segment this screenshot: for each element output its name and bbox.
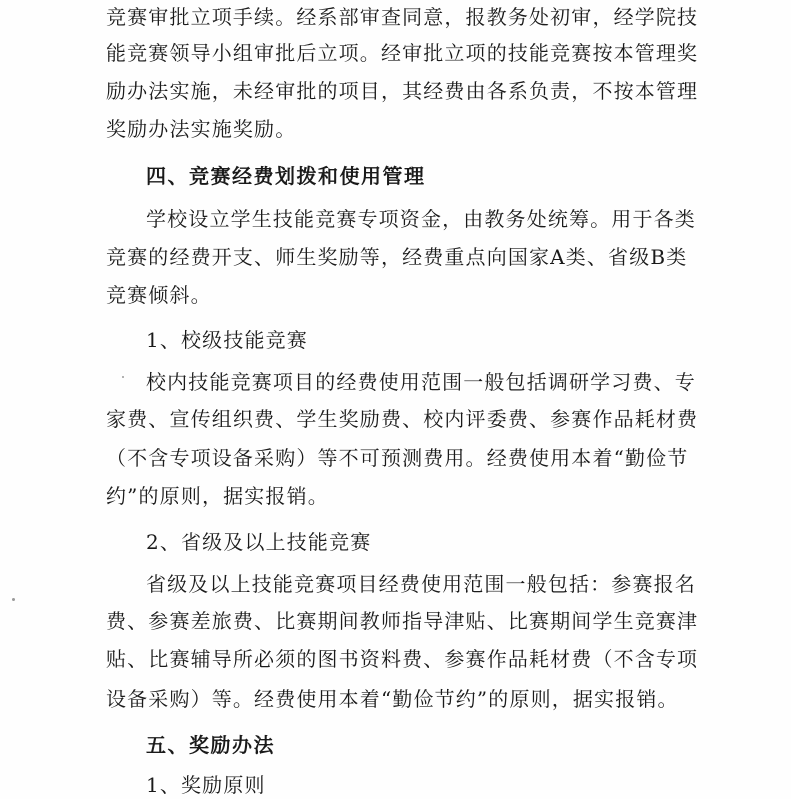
body-text-line: 校内技能竞赛项目的经费使用范围一般包括调研学习费、专 bbox=[146, 370, 696, 394]
body-text-line: 省级及以上技能竞赛项目经费使用范围一般包括：参赛报名 bbox=[146, 572, 696, 596]
body-text-line: 竞赛的经费开支、师生奖励等，经费重点向国家A类、省级B类 bbox=[106, 245, 688, 269]
body-text-line: 贴、比赛辅导所必须的图书资料费、参赛作品耗材费（不含专项 bbox=[106, 647, 699, 671]
section-heading: 五、奖励办法 bbox=[146, 733, 275, 757]
body-text-line: 奖励办法实施奖励。 bbox=[106, 117, 297, 141]
body-text-line: 费、参赛差旅费、比赛期间教师指导津贴、比赛期间学生竞赛津 bbox=[106, 609, 699, 633]
section-heading: 四、竞赛经费划拨和使用管理 bbox=[146, 164, 426, 188]
body-text-line: 学校设立学生技能竞赛专项资金，由教务处统筹。用于各类 bbox=[146, 207, 696, 231]
body-text-line: 家费、宣传组织费、学生奖励费、校内评委费、参赛作品耗材费 bbox=[106, 407, 699, 431]
body-text-line: 励办法实施，未经审批的项目，其经费由各系负责，不按本管理 bbox=[106, 79, 699, 103]
body-text-line: 竞赛审批立项手续。经系部审查同意，报教务处初审，经学院技 bbox=[106, 5, 699, 29]
scan-speck bbox=[12, 598, 15, 601]
body-text-line: 约”的原则，据实报销。 bbox=[106, 484, 329, 508]
subsection-heading: 1、校级技能竞赛 bbox=[146, 328, 308, 352]
subsection-heading: 2、省级及以上技能竞赛 bbox=[146, 530, 372, 554]
subsection-heading: 1、奖励原则 bbox=[146, 773, 266, 797]
body-text-line: （不含专项设备采购）等不可预测费用。经费使用本着“勤俭节 bbox=[106, 446, 689, 470]
body-text-line: 设备采购）等。经费使用本着“勤俭节约”的原则，据实报销。 bbox=[106, 687, 679, 711]
body-text-line: 竞赛倾斜。 bbox=[106, 283, 212, 307]
body-text-line: 能竞赛领导小组审批后立项。经审批立项的技能竞赛按本管理奖 bbox=[106, 41, 699, 65]
scan-speck bbox=[122, 376, 124, 378]
